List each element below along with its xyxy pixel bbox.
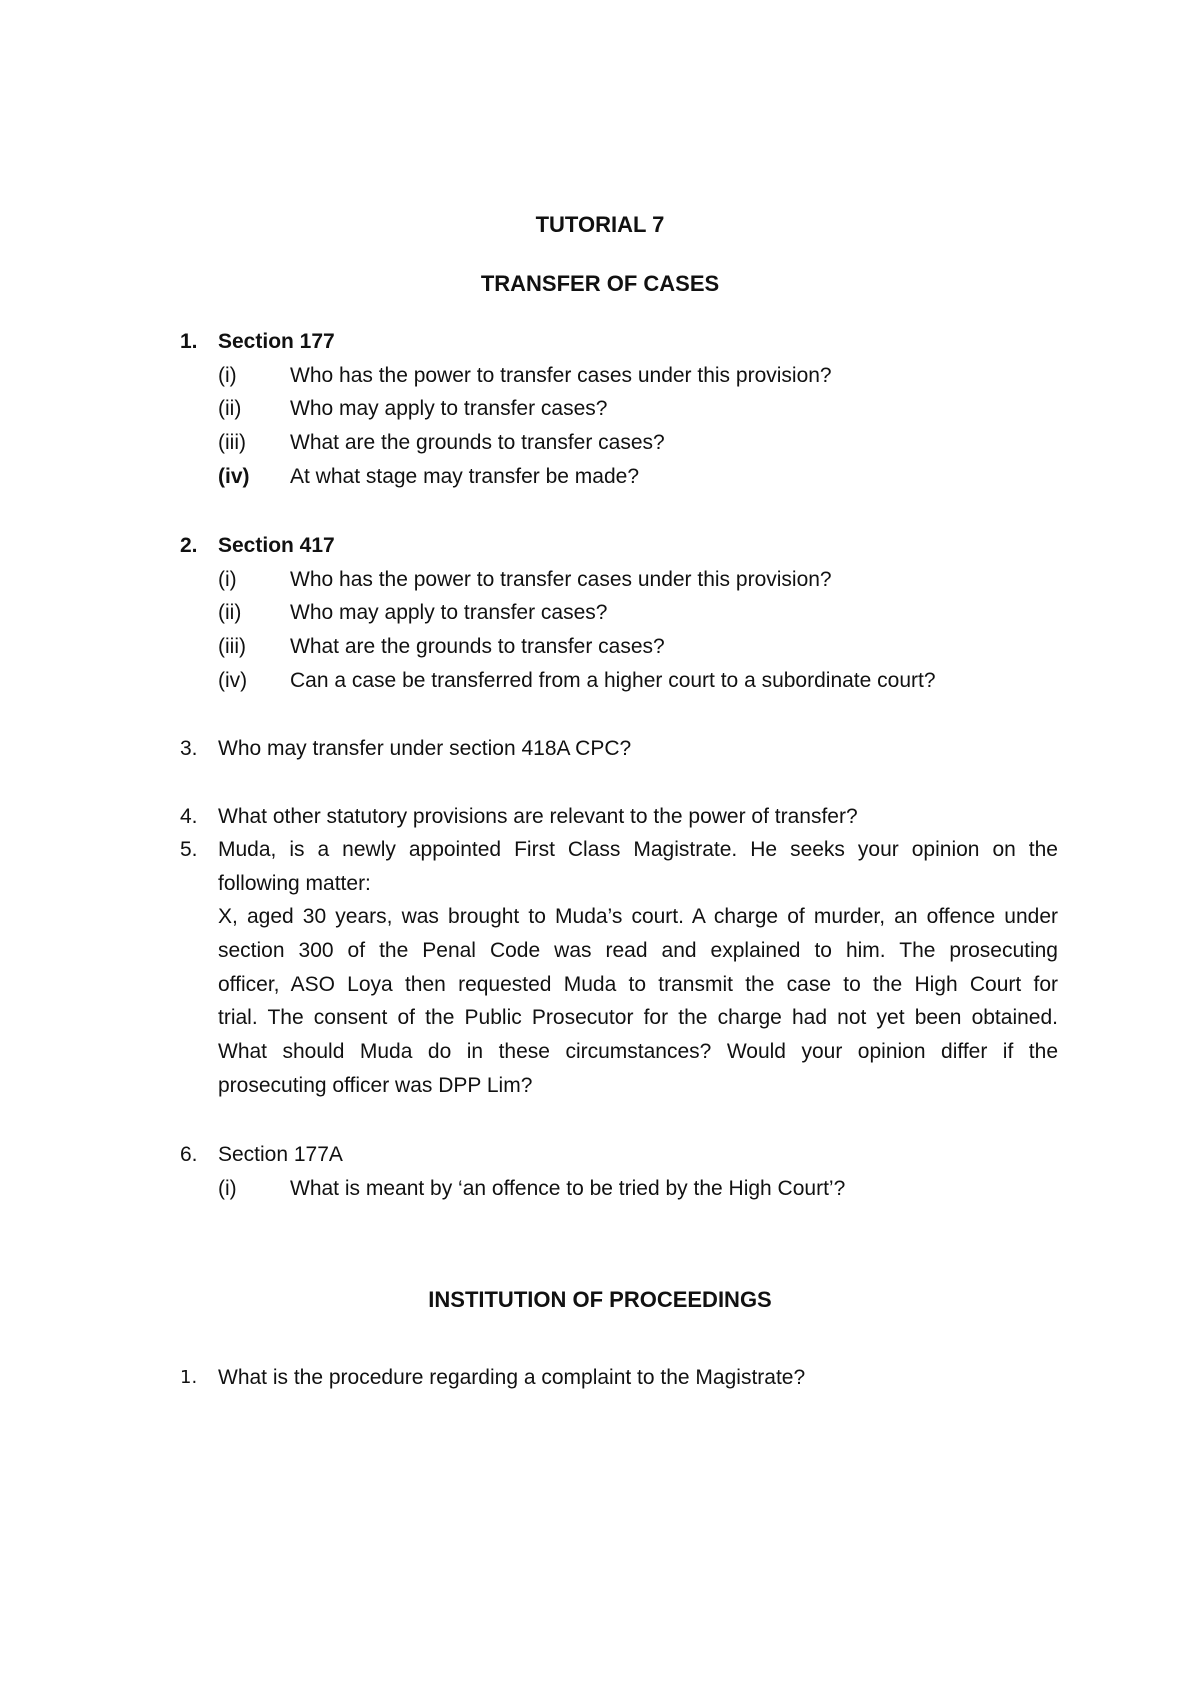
q1-sub-num: (iii): [218, 431, 246, 454]
q6-sub-text: What is meant by ‘an offence to be tried by the High Court’?: [290, 1177, 846, 1200]
p1-text: What is the procedure regarding a complaint to the Magistrate?: [218, 1366, 806, 1389]
q2-sub-text: Who may apply to transfer cases?: [290, 601, 608, 624]
section-heading-transfer: TRANSFER OF CASES: [480, 271, 720, 296]
q5-line: prosecuting officer was DPP Lim?: [218, 1073, 533, 1097]
q3-number: 3.: [180, 737, 198, 760]
q1-sub-text: Who may apply to transfer cases?: [290, 397, 608, 420]
q3-text: Who may transfer under section 418A CPC?: [218, 737, 632, 760]
q6-sub-num: (i): [218, 1177, 237, 1200]
q2-number: 2.: [180, 534, 198, 557]
q5-line: section 300 of the Penal Code was read and explained to him. The prosecuting: [218, 939, 1058, 963]
q5-line: trial. The consent of the Public Prosecutor for the charge had not yet been obtained.: [218, 1006, 1058, 1030]
q1-label: Section 177: [218, 330, 335, 353]
page-title: TUTORIAL 7: [535, 212, 665, 237]
q5-line: Muda, is a newly appointed First Class Magistrate. He seeks your opinion on the: [218, 838, 1058, 861]
q2-label: Section 417: [218, 534, 335, 557]
q2-sub-text: What are the grounds to transfer cases?: [290, 635, 665, 658]
q5-number: 5.: [180, 838, 198, 861]
q1-sub-num: (ii): [218, 397, 242, 420]
q2-sub-text: Can a case be transferred from a higher court to a subordinate court?: [290, 669, 936, 692]
q2-sub-num: (i): [218, 568, 237, 591]
q6-number: 6.: [180, 1143, 198, 1166]
q2-sub-num: (ii): [218, 601, 242, 624]
q1-sub-num: (iv): [218, 465, 250, 488]
q5-line: following matter:: [218, 871, 371, 895]
q2-sub-num: (iv): [218, 669, 248, 692]
q1-sub-text: Who has the power to transfer cases under this provision?: [290, 364, 832, 387]
q5-line: X, aged 30 years, was brought to Muda’s court. A charge of murder, an offence under: [218, 905, 1058, 929]
q4-text: What other statutory provisions are relevant to the power of transfer?: [218, 805, 858, 828]
q5-line: officer, ASO Loya then requested Muda to transmit the case to the High Court for: [218, 972, 1058, 996]
section-heading-institution: INSTITUTION OF PROCEEDINGS: [428, 1287, 772, 1312]
q2-sub-num: (iii): [218, 635, 246, 658]
q1-sub-text: At what stage may transfer be made?: [290, 465, 640, 488]
q4-number: 4.: [180, 805, 198, 828]
q1-sub-num: (i): [218, 364, 237, 387]
q5-line: What should Muda do in these circumstances? Would your opinion differ if the: [218, 1040, 1058, 1064]
q2-sub-text: Who has the power to transfer cases under this provision?: [290, 568, 832, 591]
q1-sub-text: What are the grounds to transfer cases?: [290, 431, 665, 454]
q5-paragraph: [218, 833, 1058, 1103]
p1-number: 1.: [180, 1367, 198, 1388]
q1-number: 1.: [180, 330, 198, 353]
q6-label: Section 177A: [218, 1143, 343, 1166]
